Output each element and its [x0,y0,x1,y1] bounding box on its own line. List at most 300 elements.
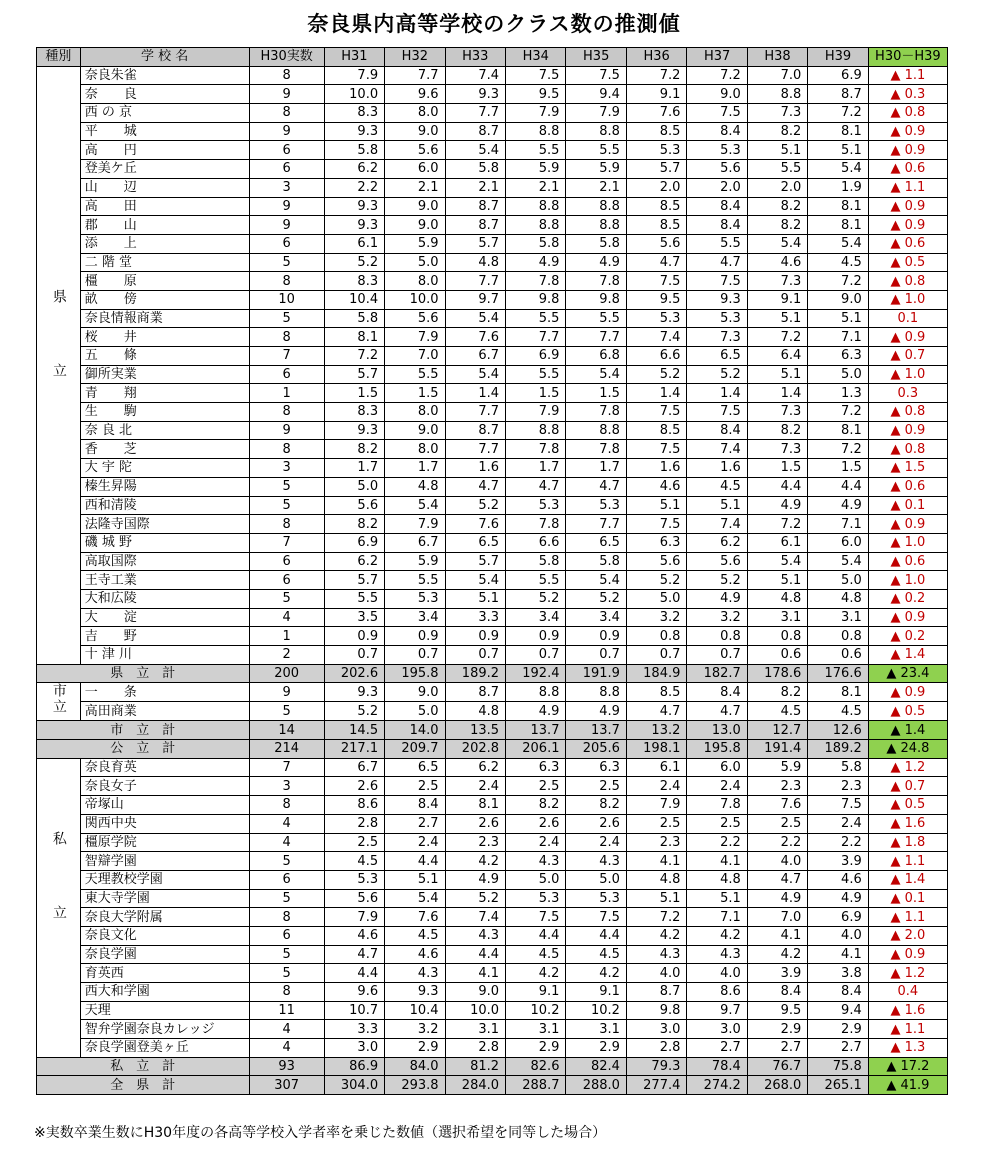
school-name: 大 宇 陀 [80,459,249,478]
estimate-cell: 3.0 [687,1020,747,1039]
estimate-cell: 5.5 [687,234,747,253]
estimate-cell: 5.5 [506,365,566,384]
estimate-cell: 8.8 [566,122,626,141]
diff-cell: ▲ 0.2 [868,589,947,608]
school-name: 高 田 [80,197,249,216]
table-row [37,608,948,627]
h30-actual: 5 [249,309,324,328]
estimate-cell: 7.2 [626,66,686,85]
estimate-cell: 2.0 [747,178,807,197]
estimate-cell: 7.3 [687,328,747,347]
estimate-cell: 6.9 [506,347,566,366]
estimate-cell: 4.2 [687,926,747,945]
table-row [37,777,948,796]
estimate-cell: 5.6 [385,141,445,160]
estimate-cell: 8.2 [747,421,807,440]
subtotal-cell: 202.6 [324,664,384,683]
diff-cell: ▲ 1.1 [868,1020,947,1039]
estimate-cell: 7.9 [506,403,566,422]
h30-actual: 3 [249,459,324,478]
school-name: 平 城 [80,122,249,141]
estimate-cell: 2.3 [445,833,505,852]
estimate-cell: 0.9 [566,627,626,646]
estimate-cell: 8.4 [747,983,807,1002]
estimate-cell: 8.8 [566,216,626,235]
estimate-cell: 4.7 [626,702,686,721]
subtotal-cell: 191.4 [747,740,807,759]
table-row [37,403,948,422]
estimate-cell: 8.1 [324,328,384,347]
estimate-cell: 8.4 [687,421,747,440]
school-name: 奈良学園登美ヶ丘 [80,1039,249,1058]
school-name: 奈 良 北 [80,421,249,440]
table-row [37,384,948,403]
estimate-cell: 7.5 [626,515,686,534]
estimate-cell: 6.8 [566,347,626,366]
subtotal-cell: 14.0 [385,721,445,740]
h30-actual: 8 [249,104,324,123]
table-row [37,421,948,440]
estimate-cell: 4.2 [566,964,626,983]
estimate-cell: 1.5 [506,384,566,403]
estimate-cell: 1.5 [566,384,626,403]
estimate-cell: 8.2 [324,515,384,534]
subtotal-cell: 288.7 [506,1076,566,1095]
estimate-cell: 5.3 [626,141,686,160]
table-row [37,796,948,815]
h30-actual: 6 [249,160,324,179]
h30-actual: 4 [249,608,324,627]
estimate-cell: 9.8 [506,290,566,309]
subtotal-row [37,1057,948,1076]
subtotal-h30: 93 [249,1057,324,1076]
school-name: 十 津 川 [80,646,249,665]
estimate-cell: 7.8 [687,796,747,815]
subtotal-cell: 176.6 [808,664,868,683]
h30-actual: 8 [249,66,324,85]
estimate-cell: 8.2 [506,796,566,815]
diff-cell: ▲ 0.9 [868,515,947,534]
estimate-cell: 6.3 [506,758,566,777]
school-name: 西 の 京 [80,104,249,123]
estimate-cell: 4.5 [687,477,747,496]
estimate-cell: 4.2 [626,926,686,945]
estimate-cell: 7.8 [566,272,626,291]
estimate-cell: 8.8 [566,683,626,702]
school-name: 奈良女子 [80,777,249,796]
estimate-cell: 5.3 [566,889,626,908]
estimate-cell: 7.7 [445,440,505,459]
subtotal-cell: 293.8 [385,1076,445,1095]
estimate-cell: 8.2 [747,683,807,702]
diff-cell: ▲ 0.8 [868,272,947,291]
estimate-cell: 6.4 [747,347,807,366]
estimate-cell: 5.4 [747,552,807,571]
estimate-cell: 8.1 [808,197,868,216]
estimate-cell: 7.7 [445,403,505,422]
diff-cell: ▲ 0.9 [868,683,947,702]
estimate-cell: 5.9 [506,160,566,179]
table-row [37,477,948,496]
estimate-cell: 2.7 [808,1039,868,1058]
estimate-cell: 5.7 [445,552,505,571]
estimate-cell: 5.3 [506,889,566,908]
school-name: 桜 井 [80,328,249,347]
school-name: 奈良大学附属 [80,908,249,927]
estimate-cell: 4.5 [808,702,868,721]
estimate-cell: 0.9 [385,627,445,646]
type-cell [37,683,81,721]
estimate-cell: 10.2 [506,1001,566,1020]
estimate-cell: 9.4 [566,85,626,104]
estimate-cell: 5.8 [324,309,384,328]
diff-cell: ▲ 0.9 [868,608,947,627]
estimate-cell: 9.0 [687,85,747,104]
h30-actual: 6 [249,571,324,590]
estimate-cell: 5.1 [687,496,747,515]
table-row [37,160,948,179]
estimate-cell: 5.2 [445,496,505,515]
estimate-cell: 5.4 [445,141,505,160]
estimate-cell: 7.3 [747,403,807,422]
diff-cell: ▲ 0.9 [868,141,947,160]
diff-cell: ▲ 0.8 [868,440,947,459]
estimate-cell: 2.2 [324,178,384,197]
estimate-cell: 1.6 [687,459,747,478]
estimate-cell: 2.3 [626,833,686,852]
table-row [37,104,948,123]
estimate-cell: 9.0 [808,290,868,309]
diff-cell: ▲ 0.9 [868,216,947,235]
estimate-cell: 5.4 [808,160,868,179]
diff-cell: ▲ 0.7 [868,777,947,796]
diff-cell: ▲ 0.6 [868,477,947,496]
school-name: 奈良育英 [80,758,249,777]
estimate-cell: 8.4 [808,983,868,1002]
estimate-cell: 4.9 [506,253,566,272]
estimate-cell: 6.6 [626,347,686,366]
h30-actual: 8 [249,328,324,347]
diff-cell: ▲ 0.9 [868,421,947,440]
estimate-cell: 1.4 [626,384,686,403]
diff-cell: ▲ 1.2 [868,964,947,983]
estimate-cell: 5.2 [506,589,566,608]
estimate-cell: 7.9 [385,328,445,347]
school-name: 王寺工業 [80,571,249,590]
estimate-cell: 9.1 [566,983,626,1002]
estimate-cell: 9.0 [385,683,445,702]
estimate-cell: 7.4 [445,66,505,85]
estimate-cell: 5.0 [566,870,626,889]
estimate-cell: 4.9 [566,253,626,272]
estimate-cell: 4.0 [687,964,747,983]
school-name: 大和広陵 [80,589,249,608]
estimate-cell: 4.7 [506,477,566,496]
estimate-cell: 5.5 [324,589,384,608]
table-row [37,589,948,608]
estimate-cell: 5.3 [687,141,747,160]
estimate-cell: 5.6 [687,552,747,571]
diff-cell: ▲ 0.5 [868,796,947,815]
estimate-cell: 7.2 [626,908,686,927]
estimate-cell: 2.4 [687,777,747,796]
estimate-cell: 3.4 [566,608,626,627]
estimate-cell: 5.3 [687,309,747,328]
h30-actual: 8 [249,515,324,534]
estimate-cell: 5.7 [445,234,505,253]
estimate-cell: 5.6 [626,552,686,571]
estimate-cell: 1.7 [566,459,626,478]
diff-cell: ▲ 0.6 [868,160,947,179]
estimate-cell: 1.5 [808,459,868,478]
estimate-cell: 5.1 [747,309,807,328]
estimate-cell: 5.1 [445,589,505,608]
estimate-cell: 7.1 [808,328,868,347]
estimate-cell: 5.9 [566,160,626,179]
subtotal-cell: 189.2 [445,664,505,683]
estimate-cell: 2.1 [566,178,626,197]
estimate-cell: 8.4 [687,122,747,141]
school-name: 高田商業 [80,702,249,721]
subtotal-h30: 307 [249,1076,324,1095]
estimate-cell: 5.9 [385,234,445,253]
table-row [37,309,948,328]
subtotal-label: 公 立 計 [37,740,250,759]
table-row [37,122,948,141]
estimate-cell: 0.9 [324,627,384,646]
table-row [37,85,948,104]
table-row [37,627,948,646]
estimate-cell: 9.4 [808,1001,868,1020]
estimate-cell: 8.6 [687,983,747,1002]
class-count-table [36,47,948,1095]
estimate-cell: 5.8 [808,758,868,777]
subtotal-cell: 13.7 [506,721,566,740]
estimate-cell: 6.3 [626,533,686,552]
table-row [37,440,948,459]
estimate-cell: 2.9 [808,1020,868,1039]
subtotal-cell: 13.5 [445,721,505,740]
h30-actual: 6 [249,365,324,384]
h30-actual: 5 [249,253,324,272]
estimate-cell: 5.1 [808,141,868,160]
subtotal-cell: 82.6 [506,1057,566,1076]
estimate-cell: 8.0 [385,104,445,123]
estimate-cell: 5.0 [808,571,868,590]
header-h35: H35 [566,48,626,67]
estimate-cell: 5.8 [506,552,566,571]
estimate-cell: 7.6 [747,796,807,815]
school-name: 関西中央 [80,814,249,833]
diff-cell: ▲ 0.5 [868,702,947,721]
estimate-cell: 8.8 [506,216,566,235]
subtotal-label: 私 立 計 [37,1057,250,1076]
estimate-cell: 0.7 [506,646,566,665]
table-row [37,646,948,665]
subtotal-cell: 12.6 [808,721,868,740]
estimate-cell: 5.5 [506,309,566,328]
estimate-cell: 0.7 [385,646,445,665]
diff-cell: ▲ 1.0 [868,365,947,384]
estimate-cell: 1.5 [385,384,445,403]
h30-actual: 11 [249,1001,324,1020]
estimate-cell: 4.4 [566,926,626,945]
estimate-cell: 1.3 [808,384,868,403]
estimate-cell: 2.5 [385,777,445,796]
estimate-cell: 3.2 [687,608,747,627]
subtotal-cell: 75.8 [808,1057,868,1076]
subtotal-cell: 189.2 [808,740,868,759]
subtotal-cell: 178.6 [747,664,807,683]
diff-cell: ▲ 0.9 [868,328,947,347]
estimate-cell: 9.3 [324,683,384,702]
estimate-cell: 4.1 [445,964,505,983]
estimate-cell: 4.5 [747,702,807,721]
estimate-cell: 3.1 [445,1020,505,1039]
estimate-cell: 4.7 [566,477,626,496]
estimate-cell: 3.2 [626,608,686,627]
table-row [37,365,948,384]
h30-actual: 5 [249,477,324,496]
school-name: 奈 良 [80,85,249,104]
h30-actual: 5 [249,852,324,871]
estimate-cell: 4.6 [324,926,384,945]
subtotal-cell: 265.1 [808,1076,868,1095]
estimate-cell: 10.7 [324,1001,384,1020]
estimate-cell: 4.9 [808,496,868,515]
estimate-cell: 7.2 [324,347,384,366]
estimate-cell: 2.3 [747,777,807,796]
subtotal-cell: 13.0 [687,721,747,740]
estimate-cell: 5.2 [626,365,686,384]
header-h37: H37 [687,48,747,67]
h30-actual: 9 [249,85,324,104]
estimate-cell: 4.7 [687,702,747,721]
estimate-cell: 5.0 [385,702,445,721]
estimate-cell: 3.3 [445,608,505,627]
estimate-cell: 5.4 [566,365,626,384]
school-name: 橿 原 [80,272,249,291]
estimate-cell: 5.3 [324,870,384,889]
estimate-cell: 5.5 [506,571,566,590]
estimate-cell: 3.4 [385,608,445,627]
estimate-cell: 5.3 [385,589,445,608]
estimate-cell: 7.7 [385,66,445,85]
h30-actual: 5 [249,496,324,515]
estimate-cell: 7.2 [808,403,868,422]
diff-cell: ▲ 1.4 [868,646,947,665]
estimate-cell: 4.4 [747,477,807,496]
estimate-cell: 8.8 [506,421,566,440]
type-cell [37,758,81,1057]
school-name: 法隆寺国際 [80,515,249,534]
estimate-cell: 5.3 [566,496,626,515]
estimate-cell: 5.4 [445,571,505,590]
estimate-cell: 1.6 [626,459,686,478]
estimate-cell: 8.1 [808,683,868,702]
subtotal-diff: ▲ 24.8 [868,740,947,759]
diff-cell: 0.4 [868,983,947,1002]
estimate-cell: 5.1 [808,309,868,328]
subtotal-cell: 198.1 [626,740,686,759]
estimate-cell: 7.5 [687,104,747,123]
school-name: 山 辺 [80,178,249,197]
header-h38: H38 [747,48,807,67]
estimate-cell: 5.1 [747,571,807,590]
estimate-cell: 9.5 [506,85,566,104]
estimate-cell: 7.5 [566,908,626,927]
subtotal-cell: 14.5 [324,721,384,740]
school-name: 一 条 [80,683,249,702]
estimate-cell: 5.4 [385,496,445,515]
h30-actual: 8 [249,440,324,459]
estimate-cell: 8.2 [747,197,807,216]
h30-actual: 8 [249,796,324,815]
estimate-cell: 7.5 [687,403,747,422]
school-name: 青 翔 [80,384,249,403]
h30-actual: 9 [249,197,324,216]
estimate-cell: 5.1 [687,889,747,908]
diff-cell: ▲ 1.6 [868,1001,947,1020]
estimate-cell: 2.9 [385,1039,445,1058]
estimate-cell: 5.6 [324,496,384,515]
subtotal-cell: 82.4 [566,1057,626,1076]
estimate-cell: 5.2 [324,702,384,721]
subtotal-cell: 284.0 [445,1076,505,1095]
estimate-cell: 2.5 [506,777,566,796]
table-row [37,216,948,235]
school-name: 奈良朱雀 [80,66,249,85]
school-name: 西和清陵 [80,496,249,515]
estimate-cell: 6.7 [324,758,384,777]
subtotal-label: 県 立 計 [37,664,250,683]
estimate-cell: 7.3 [747,104,807,123]
estimate-cell: 7.7 [506,328,566,347]
estimate-cell: 5.7 [324,571,384,590]
subtotal-cell: 192.4 [506,664,566,683]
estimate-cell: 4.1 [687,852,747,871]
estimate-cell: 7.4 [445,908,505,927]
estimate-cell: 7.2 [808,440,868,459]
estimate-cell: 5.2 [687,365,747,384]
estimate-cell: 9.7 [687,1001,747,1020]
estimate-cell: 9.6 [385,85,445,104]
diff-cell: ▲ 1.1 [868,852,947,871]
estimate-cell: 9.1 [747,290,807,309]
school-name: 帝塚山 [80,796,249,815]
subtotal-cell: 195.8 [687,740,747,759]
estimate-cell: 10.0 [445,1001,505,1020]
estimate-cell: 6.1 [747,533,807,552]
subtotal-cell: 13.2 [626,721,686,740]
estimate-cell: 3.1 [566,1020,626,1039]
school-name: 御所実業 [80,365,249,384]
estimate-cell: 7.5 [808,796,868,815]
estimate-cell: 8.8 [506,683,566,702]
estimate-cell: 8.8 [566,421,626,440]
estimate-cell: 6.9 [808,908,868,927]
h30-actual: 9 [249,421,324,440]
h30-actual: 4 [249,814,324,833]
h30-actual: 7 [249,347,324,366]
estimate-cell: 2.6 [566,814,626,833]
estimate-cell: 6.1 [626,758,686,777]
estimate-cell: 7.9 [385,515,445,534]
h30-actual: 4 [249,833,324,852]
estimate-cell: 9.5 [747,1001,807,1020]
estimate-cell: 1.4 [445,384,505,403]
table-row [37,702,948,721]
